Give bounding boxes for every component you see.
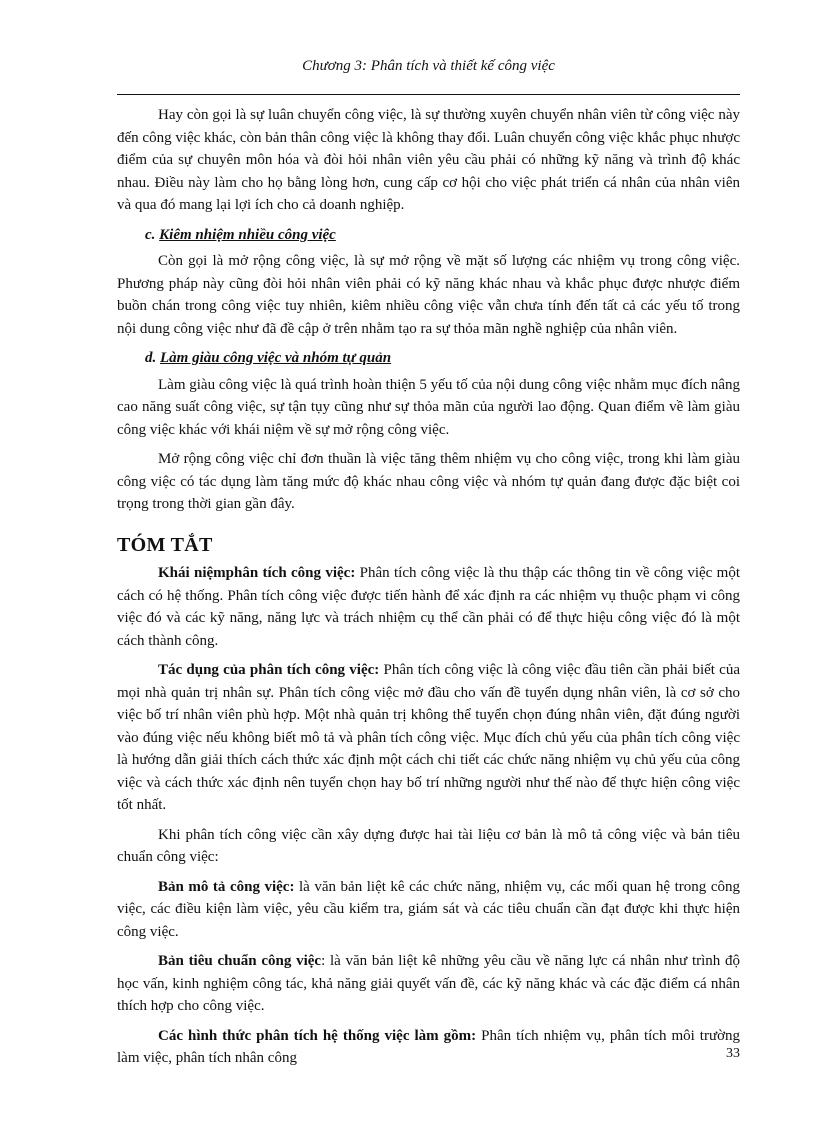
summary-p6-label: Các hình thức phân tích hệ thống việc làm gồm: xyxy=(158,1027,477,1044)
subheading-c-text: Kiêm nhiệm nhiều công việc xyxy=(159,226,336,243)
summary-p4-text: là văn bản liệt kê các chức năng, nhiệm vụ, các mối quan hệ trong công việc, các điều kiện làm việc, yêu cầu kiểm tra, giám sát và các tiêu chuẩn cần đạt được khi thực hiện công việc. xyxy=(117,878,740,940)
subheading-c-prefix: c. xyxy=(145,226,160,243)
summary-p1-label: Khái niệmphân tích công việc: xyxy=(158,565,356,581)
page-number: 33 xyxy=(726,1046,740,1061)
section-d-paragraph-2: Mở rộng công việc chỉ đơn thuần là việc tăng thêm nhiệm vụ cho công việc, trong khi làm giàu công việc có tác dụng làm tăng mức độ khác nhau công việc và nhóm tự quản đang được đặc biệt coi trọng trong thời gian gần đây. xyxy=(117,451,740,512)
subheading-c xyxy=(117,224,740,247)
summary-p5-text: : là văn bản liệt kê những yêu cầu về năng lực cá nhân như trình độ học vấn, kinh nghiệm công tác, khả năng giải quyết vấn đề, các kỹ năng khác và các đặc điểm cá nhân thích hợp cho công việc. xyxy=(117,953,740,1014)
summary-p1-text: Phân tích công việc là thu thập các thông tin về công việc một cách có hệ thống. Phân tích công việc được tiến hành để xác định ra các nhiệm vụ thuộc phạm vi công việc đó và các kỹ năng, năng lực và trách nhiệm cụ thể cần phải có để thực hiệu công việc đó là một cách thành công. xyxy=(117,565,740,649)
header-rule xyxy=(117,94,740,95)
summary-paragraph-4 xyxy=(117,876,740,944)
summary-paragraph-1 xyxy=(117,562,740,652)
intro-paragraph: Hay còn gọi là sự luân chuyển công việc, là sự thường xuyên chuyển nhân viên từ công việc này đến công việc khác, còn bản thân công việc là không thay đổi. Luân chuyển công việc khắc phục nhược điểm của sự chuyên môn hóa và đòi hỏi nhân viên yêu cầu phải có những kỹ năng và trình độ khác nhau. Điều này làm cho họ bằng lòng hơn, cung cấp cơ hội cho việc phát triển cá nhân của nhân viên và qua đó mang lại lợi ích cho cả doanh nghiệp. xyxy=(117,107,740,213)
subheading-d-prefix: d. xyxy=(145,350,160,366)
summary-p6-text: Phân tích nhiệm vụ, phân tích môi trường làm việc, phân tích nhân công xyxy=(117,1027,741,1066)
subheading-d xyxy=(117,347,740,370)
summary-paragraph-6 xyxy=(117,1025,740,1070)
summary-p5-label: Bản tiêu chuẩn công việc xyxy=(158,953,322,969)
summary-p4-label: Bản mô tả công việc: xyxy=(158,878,295,895)
summary-title: TÓM TẮT xyxy=(117,533,213,556)
summary-paragraph-5 xyxy=(117,950,740,1018)
page-body xyxy=(117,104,740,1077)
summary-paragraph-3: Khi phân tích công việc cần xây dựng được hai tài liệu cơ bản là mô tả công việc và bản tiêu chuẩn công việc: xyxy=(117,826,740,865)
subheading-d-text: Làm giàu công việc và nhóm tự quản xyxy=(160,350,392,366)
running-header: Chương 3: Phân tích và thiết kế công việc xyxy=(302,58,555,74)
summary-p2-label: Tác dụng của phân tích công việc: xyxy=(158,662,380,678)
section-c-paragraph: Còn gọi là mở rộng công việc, là sự mở rộng về mặt số lượng các nhiệm vụ trong công việc. Phương pháp này cũng đòi hỏi nhân viên phải có kỹ năng khác nhau và khắc phục được nhược điểm buồn chán trong công việc tuy nhiên, kiêm nhiều công việc vẫn chưa tính đến tất cả các yếu tố trong nội dung công việc như đã đề cập ở trên nhằm tạo ra sự thỏa mãn nghề nghiệp của nhân viên. xyxy=(117,253,740,337)
section-d-paragraph-1: Làm giàu công việc là quá trình hoàn thiện 5 yếu tố của nội dung công việc nhằm mục đích nâng cao năng suất công việc, sự tận tụy cũng như sự thỏa mãn của người lao động. Quan điểm về làm giàu công việc khác với khái niệm về sự mở rộng công việc. xyxy=(117,376,740,438)
summary-paragraph-2 xyxy=(117,659,740,817)
summary-p2-text: Phân tích công việc là công việc đầu tiên cần phải biết của mọi nhà quản trị nhân sự. Phân tích công việc mở đầu cho vấn đề tuyển dụng nhân viên, là cơ sở cho việc bố trí nhân viên phù hợp. Một nhà quản trị không thể tuyển chọn đúng nhân viên, đặt đúng người vào đúng việc nếu không biết mô tả và phân tích công việc. Mục đích chủ yếu của phân tích công việc là hướng dẫn giải thích cách thức xác định một cách chi tiết các chức năng nhiệm vụ chủ yếu của công việc và cách thức xác định nên tuyển chọn hay bố trí những người như thế nào để thực hiện công việc tốt nhất. xyxy=(117,662,741,813)
